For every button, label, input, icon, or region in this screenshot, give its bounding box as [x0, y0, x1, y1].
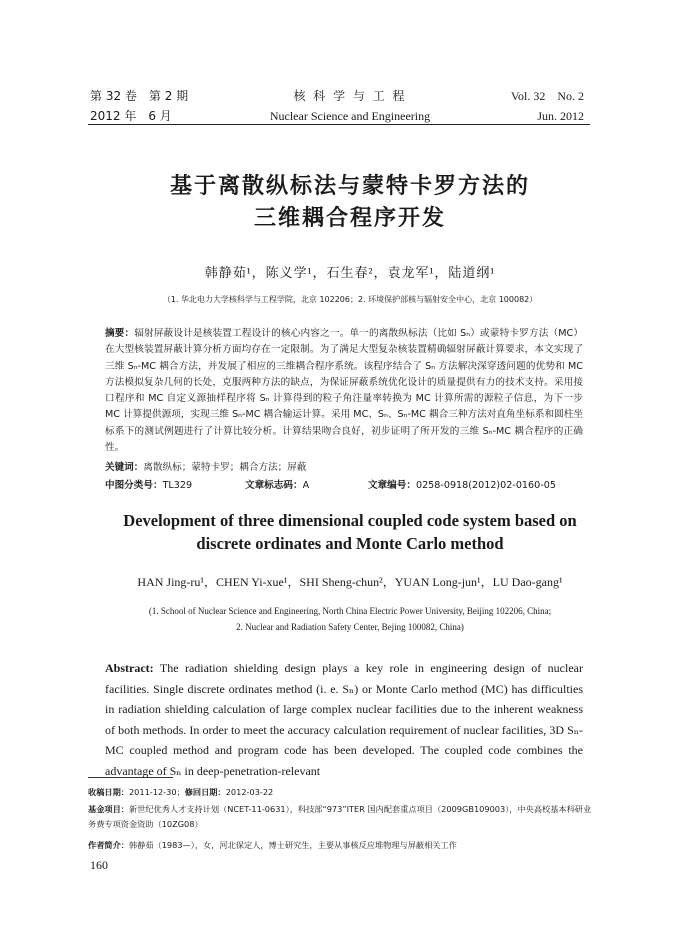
keywords-cn [105, 460, 583, 476]
abstract-cn [105, 326, 583, 456]
article-number: 文章编号：0258-0918(2012)02-0160-05 [368, 480, 556, 491]
abstract-en-label: Abstract: [105, 661, 154, 675]
affiliations-en-line2: 2. Nuclear and Radiation Safety Center, Bejing 100082, China) [236, 622, 464, 632]
title-cn-line2: 三维耦合程序开发 [253, 206, 446, 231]
authors-en: HAN Jing-ru¹，CHEN Yi-xue¹，SHI Sheng-chun²，YUAN Long-jun¹，LU Dao-gang¹ [137, 575, 563, 589]
volume-issue-en: Vol. 32 No. 2 [510, 89, 584, 103]
clc-number: 中图分类号：TL329 [105, 480, 193, 491]
document-code: 文章标志码：A [245, 480, 310, 491]
abstract-en-text: The radiation shielding design plays a key role in engineering design of nuclear facilities. Single discrete ordinates method (i. e. Sₙ) or Monte Carlo method (MC) has difficulties in radiation shielding calculation of large complex nuclear facilities due to the inherent weakness of both methods. In order to meet the accuracy calculation requirement of nuclear facilities, 3D Sₙ-MC coupled method and program code has been developed. The coupled code combines the advantage of Sₙ in deep-penetration-relevant [105, 661, 583, 778]
abstract-en [105, 658, 583, 782]
date-en: Jun. 2012 [537, 109, 584, 123]
authors-cn: 韩静茹¹，陈义学¹，石生春²，袁龙军¹，陆道纲¹ [204, 265, 496, 280]
title-cn-line1: 基于离散纵标法与蒙特卡罗方法的 [169, 174, 530, 199]
date-cn: 2012 年 6 月 [90, 109, 172, 123]
abstract-cn-label: 摘要： [105, 328, 135, 339]
footnote-dates: 收稿日期：2011-12-30；修回日期：2012-03-22 [88, 787, 274, 797]
journal-name-cn: 核 科 学 与 工 程 [293, 89, 407, 103]
footnote-rule [88, 777, 173, 778]
footnote-author-bio: 作者简介：韩静茹（1983—），女，河北保定人，博士研究生，主要从事核反应堆物理与屏蔽相关工作 [88, 840, 457, 850]
title-en-line2: discrete ordinates and Monte Carlo method [196, 534, 504, 553]
keywords-cn-text: 离散纵标；蒙特卡罗；耦合方法；屏蔽 [143, 462, 307, 473]
title-en-line1: Development of three dimensional coupled code system based on [123, 511, 577, 530]
header-rule [88, 124, 590, 125]
abstract-cn-text: 辐射屏蔽设计是核装置工程设计的核心内容之一。单一的离散纵标法（比如 Sₙ）或蒙特卡罗方法（MC）在大型核装置屏蔽计算分析方面均存在一定限制。为了满足大型复杂核装置精确辐射屏蔽计算要求，本文实现了三维 Sₙ-MC 耦合方法，并发展了相应的三维耦合程序系统。该程序结合了 Sₙ 方法解决深穿透问题的优势和 MC 方法模拟复杂几何的长处，克服两种方法的缺点，为保证屏蔽系统优化设计的质量提供有力的技术支持。采用接口程序和 MC 自定义源抽样程序将 Sₙ 计算得到的粒子角注量率转换为 MC 计算所需的源粒子信息，为下一步 MC 计算提供源项，实现三维 Sₙ-MC 耦合输运计算。采用 MC、Sₙ、Sₙ-MC 耦合三种方法对直角坐标系和圆柱坐标系下的测试例题进行了计算比较分析。计算结果吻合良好，初步证明了所开发的三维 Sₙ-MC 耦合程序的正确性。 [105, 328, 583, 454]
affiliations-cn: （1. 华北电力大学核科学与工程学院，北京 102206；2. 环境保护部核与辐射安全中心，北京 100082） [162, 295, 538, 304]
page-number: 160 [90, 858, 108, 872]
affiliations-en-line1: (1. School of Nuclear Science and Engineering, North China Electric Power University, Beijing 102206, China; [148, 606, 552, 616]
footnote-funding: 基金项目：新世纪优秀人才支持计划（NCET-11-0631），科技部“973”ITER 国内配套重点项目（2009GB109003），中央高校基本科研业务费专项资金资助（10ZG08） [88, 804, 592, 829]
journal-name-en: Nuclear Science and Engineering [269, 109, 431, 123]
volume-issue-cn: 第 32 卷 第 2 期 [90, 89, 189, 103]
keywords-cn-label: 关键词： [105, 462, 144, 473]
